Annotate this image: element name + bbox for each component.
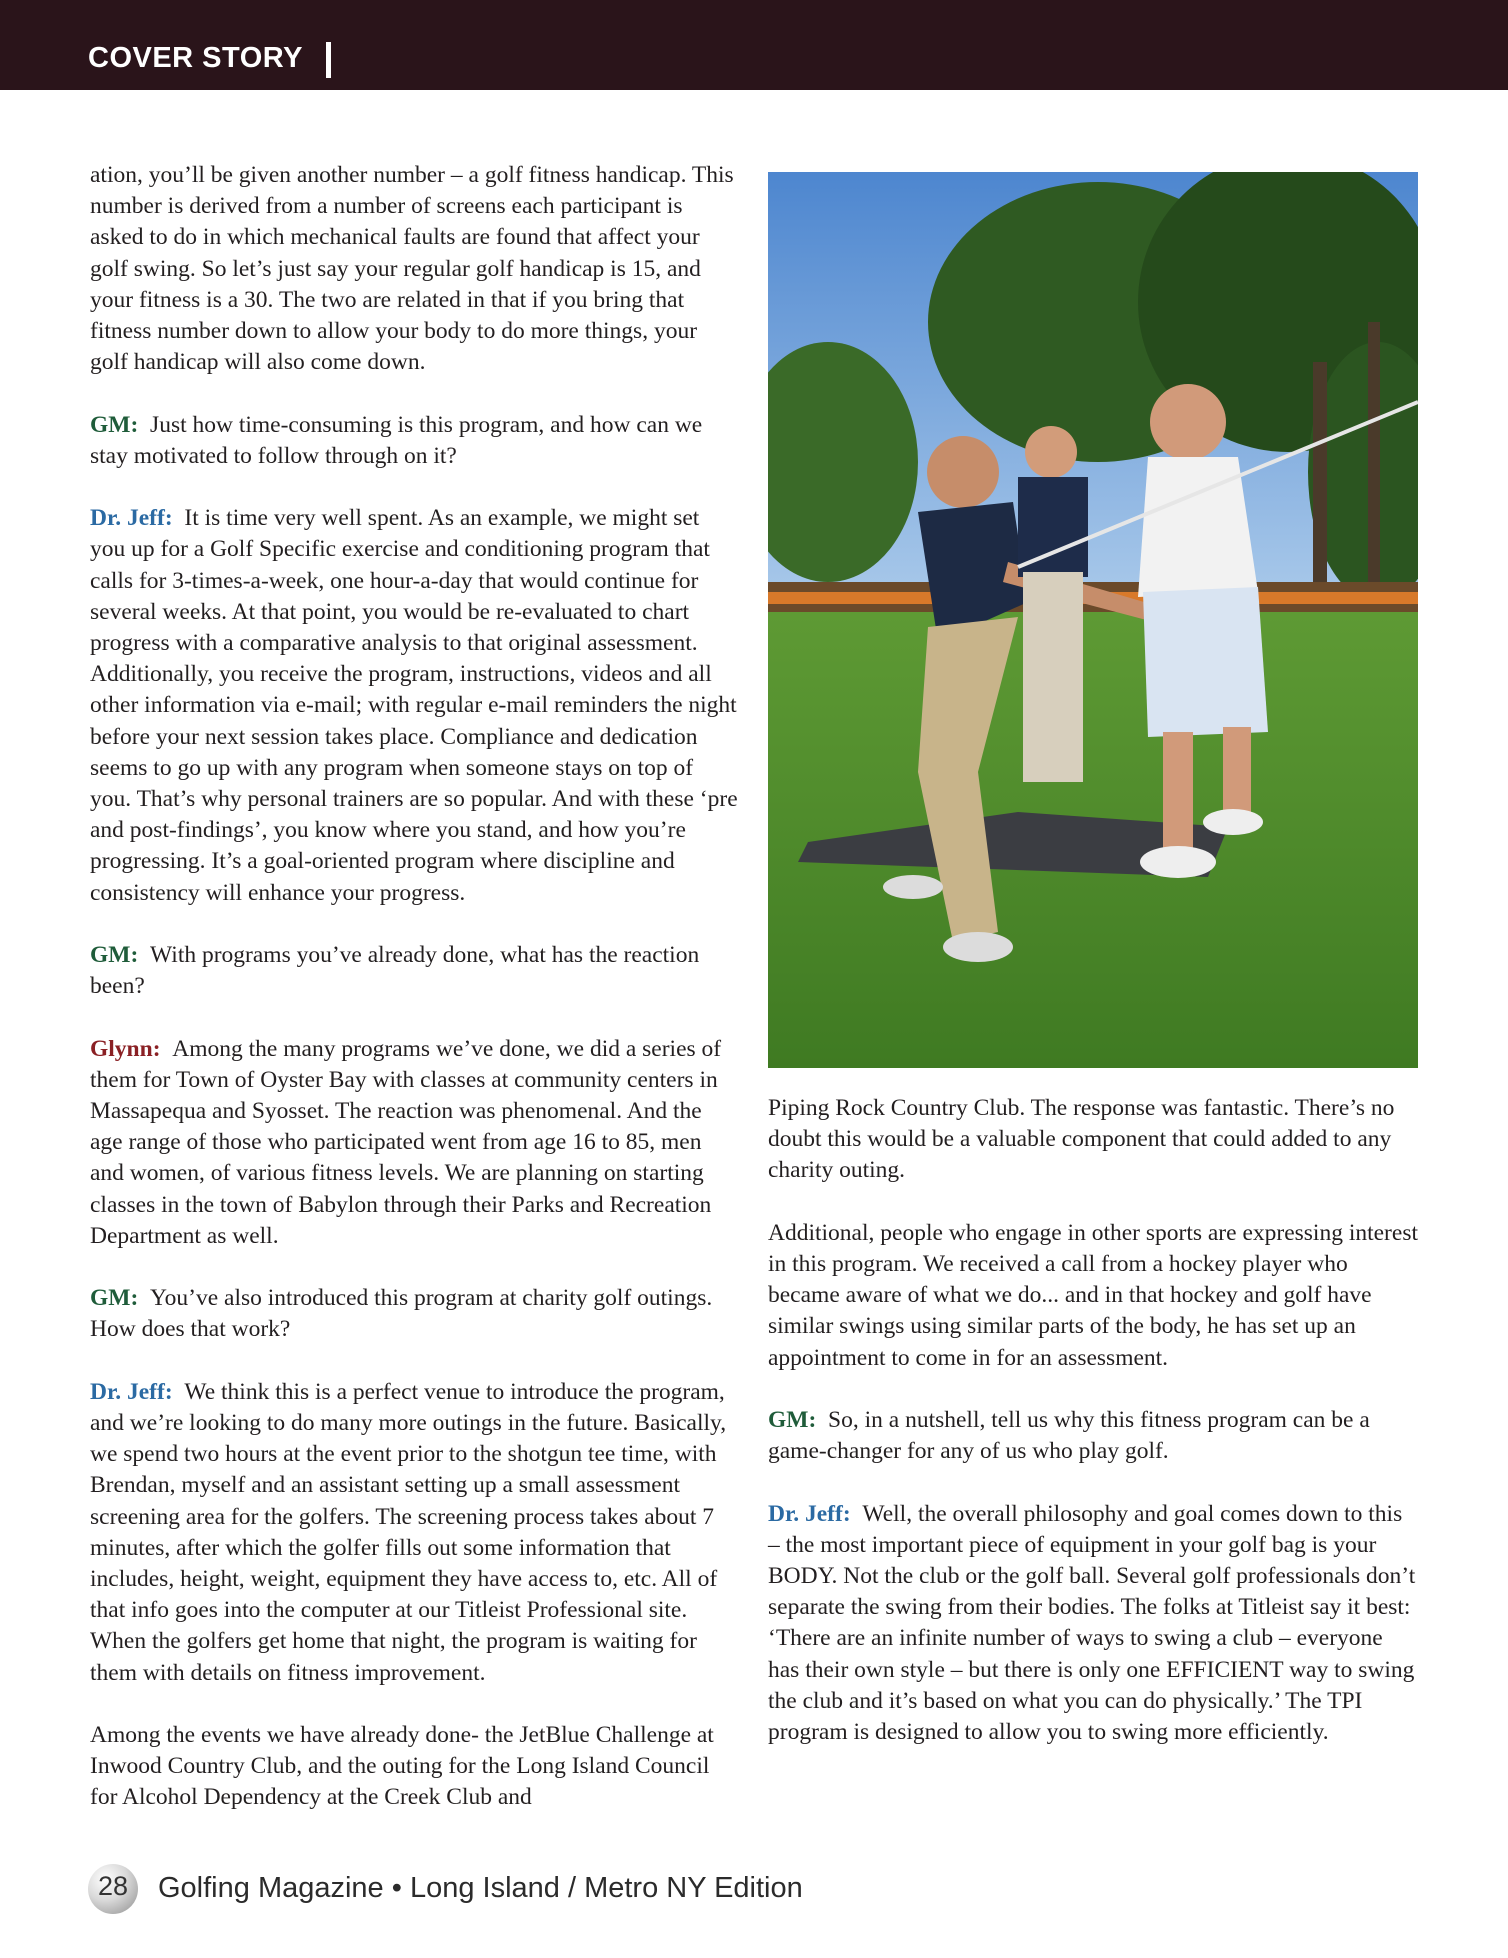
paragraph-text: ation, you’ll be given another number – a golf fitness handicap. This number is derived from a number of screens each participant is asked to do in which mechanical faults are found that affect your golf swing. So let’s just say your regular golf handicap is 15, and your fitness is a 30. The two are related in that if you bring that fitness number down to allow your body to do more things, your golf handicap will also come down. [90,162,734,376]
speaker-label: Dr. Jeff: [90,505,173,532]
section-label: COVER STORY [88,42,303,74]
photo-illustration [768,172,1418,1068]
speaker-label: GM: [90,411,139,438]
speaker-label: Glynn: [90,1035,161,1062]
header-divider [326,42,331,78]
paragraph [90,503,740,909]
left-column [90,160,740,1845]
paragraph-text: With programs you’ve already done, what has the reaction been? [90,942,700,1000]
speaker-label: GM: [768,1407,817,1433]
header-bar [0,0,1508,90]
paragraph-text: You’ve also introduced this program at charity golf outings. How does that work? [90,1285,713,1343]
paragraph-text: Just how time-consuming is this program, and how can we stay motivated to follow through on it? [90,411,703,469]
paragraph [90,1283,740,1345]
paragraph [768,1405,1418,1467]
paragraph-text: So, in a nutshell, tell us why this fitness program can be a game-changer for any of us who play golf. [768,1407,1370,1465]
page-number: 28 [97,1871,129,1901]
magazine-title: Golfing Magazine • Long Island / Metro NY Edition [158,1872,803,1904]
paragraph [768,1093,1418,1187]
paragraph [768,1218,1418,1374]
paragraph [90,410,740,472]
paragraph [90,1377,740,1689]
paragraph [90,1034,740,1252]
paragraph-text: Additional, people who engage in other sports are expressing interest in this program. We received a call from a hockey player who became aware of what we do... and in that hockey and golf have similar swings using similar parts of the body, he has set up an appointment to come in for an assessment. [768,1219,1418,1371]
paragraph [90,940,740,1002]
paragraph-text: It is time very well spent. As an example, we might set you up for a Golf Specific exercise and conditioning program that calls for 3-times-a-week, one hour-a-day that would continue for several weeks. At that point, you would be re-evaluated to chart progress with a comparative analysis to that original assessment. Additionally, you receive the program, instructions, videos and all other information via e-mail; with regular e-mail reminders the night before your next session takes place. Compliance and dedication seems to go up with any program when someone stays on top of you. That’s why personal trainers are so popular. And with these ‘pre and post-findings’, you know where you stand, and how you’re progressing. It’s a goal-oriented program where discipline and consistency will enhance your progress. [90,505,738,906]
paragraph [90,1720,740,1814]
speaker-label: GM: [90,1285,139,1312]
paragraph [768,1499,1418,1749]
paragraph-text: Among the events we have already done- the JetBlue Challenge at Inwood Country Club, and the outing for the Long Island Council for Alcohol Dependency at the Creek Club and [90,1722,714,1811]
paragraph [90,160,740,378]
right-column [768,1093,1418,1779]
speaker-label: Dr. Jeff: [90,1378,173,1405]
page-footer [88,1864,988,1914]
speaker-label: GM: [90,942,139,969]
paragraph-text: Among the many programs we’ve done, we did a series of them for Town of Oyster Bay with classes at community centers in Massapequa and Syosset. The reaction was phenomenal. And the age range of those who participated went from age 16 to 85, men and women, of various fitness levels. We are planning on starting classes in the town of Babylon through their Parks and Recreation Department as well. [90,1035,722,1249]
golf-lesson-photo [768,172,1418,1068]
paragraph-text: We think this is a perfect venue to introduce the program, and we’re looking to do many more outings in the future. Basically, we spend two hours at the event prior to the shotgun tee time, with Brendan, myself and an assistant setting up a small assessment screening area for the golfers. The screening process takes about 7 minutes, after which the golfer fills out some information that includes, height, weight, equipment they have access to, etc. All of that info goes into the computer at our Titleist Professional site. When the golfers get home that night, the program is waiting for them with details on fitness improvement. [90,1378,727,1686]
paragraph-text: Piping Rock Country Club. The response was fantastic. There’s no doubt this would be a valuable component that could added to any charity outing. [768,1095,1395,1184]
paragraph-text: Well, the overall philosophy and goal comes down to this – the most important piece of equipment in your golf bag is your BODY. Not the club or the golf ball. Several golf professionals don’t separate the swing from their bodies. The folks at Titleist say it best: ‘There are an infinite number of ways to swing a club – everyone has their own style – but there is only one EFFICIENT way to swing the club and it’s based on what you can do physically.’ The TPI program is designed to allow you to swing more efficiently. [768,1500,1416,1746]
speaker-label: Dr. Jeff: [768,1500,851,1527]
